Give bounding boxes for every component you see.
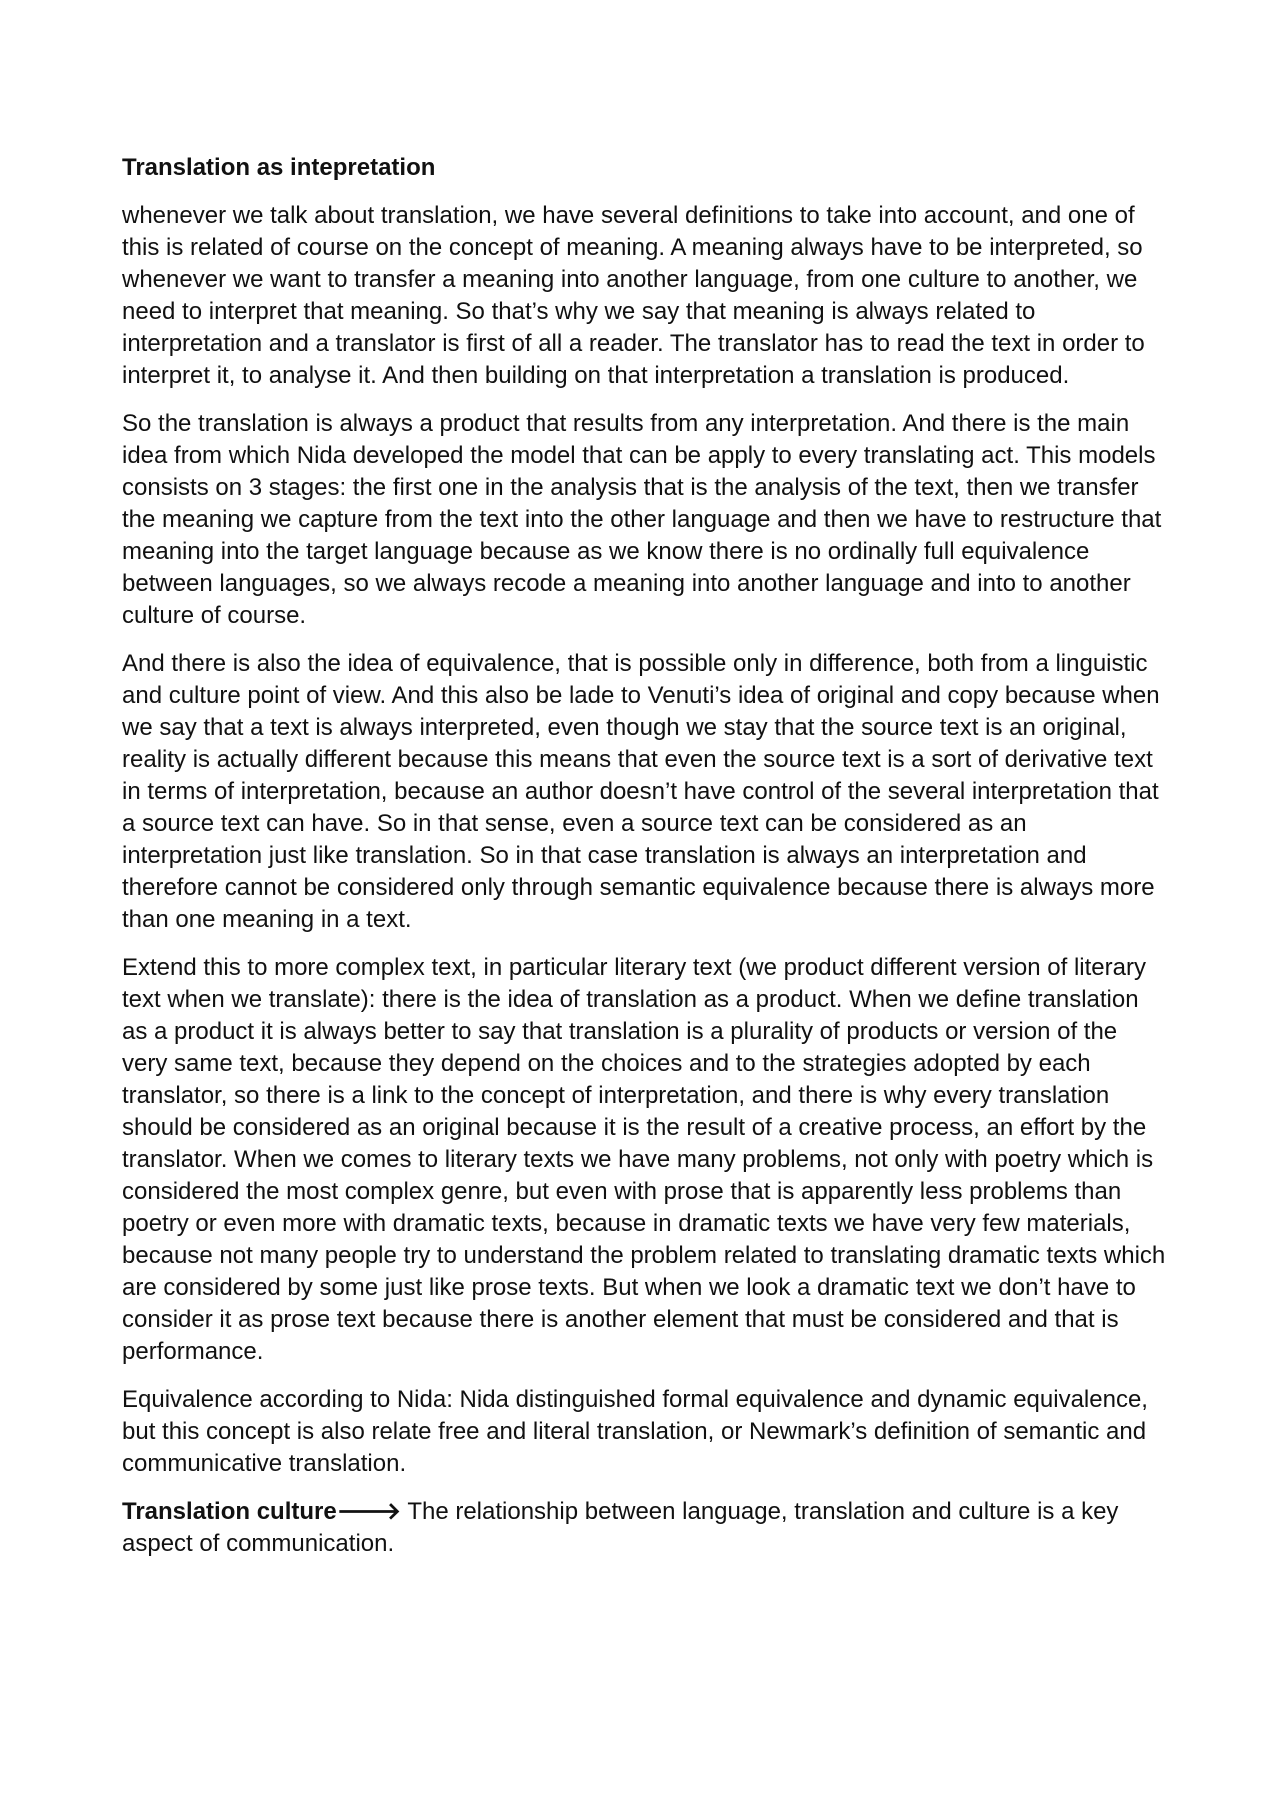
translation-culture-text: The relationship between language, translation and culture is a key aspect of communication. xyxy=(122,1498,1119,1557)
paragraph-5: Equivalence according to Nida: Nida distinguished formal equivalence and dynamic equivalence, but this concept is also relate free and literal translation, or Newmark’s definition of semantic and communicative translation. xyxy=(122,1386,1148,1477)
translation-culture-label: Translation culture xyxy=(122,1498,337,1525)
paragraph-6 xyxy=(122,1496,1168,1560)
right-arrow-icon: 🡒 xyxy=(336,1498,402,1525)
paragraph-3: And there is also the idea of equivalence, that is possible only in difference, both from a linguistic and culture point of view. And this also be lade to Venuti’s idea of original and copy because when we say that a text is always interpreted, even though we stay that the source text is an original, reality is actually different because this means that even the source text is a sort of derivative text in terms of interpretation, because an author doesn’t have control of the several interpretation that a source text can have. So in that sense, even a source text can be considered as an interpretation just like translation. So in that case translation is always an interpretation and therefore cannot be considered only through semantic equivalence because there is always more than one meaning in a text. xyxy=(122,650,1160,933)
document-page xyxy=(122,152,1168,1576)
paragraph-4: Extend this to more complex text, in particular literary text (we product different version of literary text when we translate): there is the idea of translation as a product. When we define translation as a product it is always better to say that translation is a plurality of products or version of the very same text, because they depend on the choices and to the strategies adopted by each translator, so there is a link to the concept of interpretation, and there is why every translation should be considered as an original because it is the result of a creative process, an effort by the translator. When we comes to literary texts we have many problems, not only with poetry which is considered the most complex genre, but even with prose that is apparently less problems than poetry or even more with dramatic texts, because in dramatic texts we have very few materials, because not many people try to understand the problem related to translating dramatic texts which are considered by some just like prose texts. But when we look a dramatic text we don’t have to consider it as prose text because there is another element that must be considered and that is performance. xyxy=(122,954,1166,1365)
paragraph-1: whenever we talk about translation, we have several definitions to take into account, and one of this is related of course on the concept of meaning. A meaning always have to be interpreted, so whenever we want to transfer a meaning into another language, from one culture to another, we need to interpret that meaning. So that’s why we say that meaning is always related to interpretation and a translator is first of all a reader. The translator has to read the text in order to interpret it, to analyse it. And then building on that interpretation a translation is produced. xyxy=(122,202,1145,389)
paragraph-2: So the translation is always a product that results from any interpretation. And there is the main idea from which Nida developed the model that can be apply to every translating act. This models consists on 3 stages: the first one in the analysis that is the analysis of the text, then we transfer the meaning we capture from the text into the other language and then we have to restructure that meaning into the target language because as we know there is no ordinally full equivalence between languages, so we always recode a meaning into another language and into to another culture of course. xyxy=(122,410,1162,629)
section-heading: Translation as intepretation xyxy=(122,154,436,181)
